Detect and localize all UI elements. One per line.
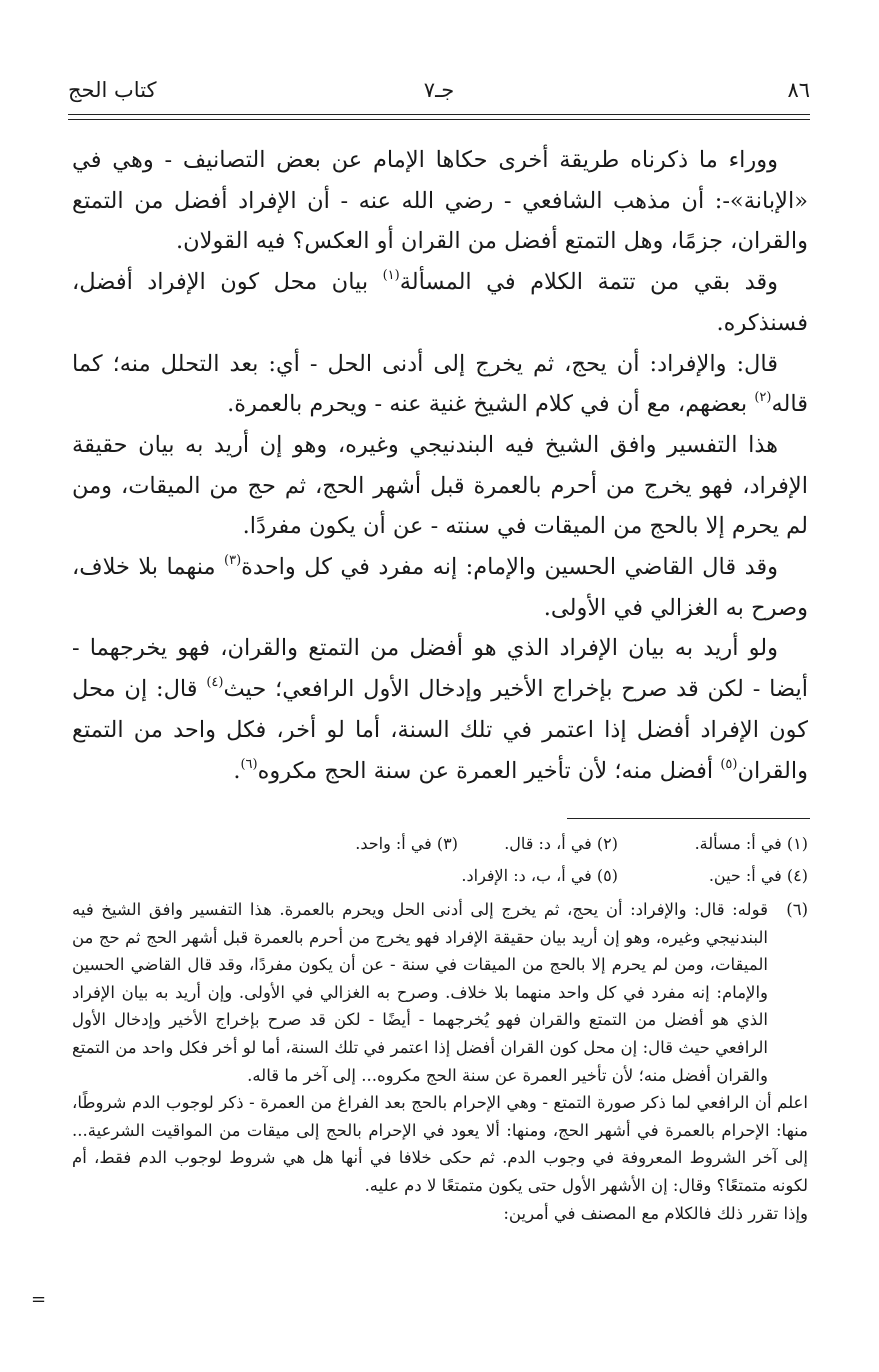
header-rule-thick [68,114,810,115]
paragraph: قال: والإفراد: أن يحج، ثم يخرج إلى أدنى الحل - أي: بعد التحلل منه؛ كما قاله$^{(٢)}$ بعضهم، مع أن في كلام الشيخ غنية عنه - ويحرم بالعمرة. [72,350,808,418]
footnote-item: (٥) في أ، ب، د: الإفراد. [461,866,618,885]
footnote-row [72,866,808,892]
footnote-long [72,896,808,1227]
footnote-paragraph: وإذا تقرر ذلك فالكلام مع المصنف في أمرين: [503,1203,808,1223]
paragraph: وقد بقي من تتمة الكلام في المسألة$^{(١)}$ بيان محل كون الإفراد أفضل، فسنذكره. [72,268,808,336]
footnote-ref: (٢) [754,390,772,406]
footnote-number: (٦) [786,900,808,919]
footnote-body [72,896,808,1227]
footnote-paragraph: قوله: قال: والإفراد: أن يحج، ثم يخرج إلى أدنى الحل ويحرم بالعمرة. هذا التفسير وافق الشيخ فيه البندنيجي وغيره، وهو إن أريد بيان حقيقة الإفراد فهو يخرج من أحرم بالعمرة قبل أشهر الحج ثم حج من الميقات، ومن لم يحرم إلا بالحج من الميقات في سنة - عن أن يكون مفردًا، وقد قال القاضي الحسين والإمام: إنه مفرد في كل واحد منهما بلا خلاف. وصرح به الغزالي في الأولى. وإن أريد به بيان الإفراد الذي هو أفضل من التمتع والقران فهو يُخرجهما - أيضًا - لكن قد صرح بإخراج الأخير وإدخال الأول الرافعي حيث قال: إن محل كون القران أفضل إذا اعتمر في تلك السنة، أما لو أخر فكل واحد من التمتع والقران أفضل منه؛ لأن تأخير العمرة عن سنة الحج مكروه... إلى آخر ما قاله. [72,900,768,1085]
footnote-item: (٢) في أ، د: قال. [504,834,618,853]
page-number: ٨٦ [787,78,810,102]
footnote-row [72,834,808,860]
footnote-paragraph: اعلم أن الرافعي لما ذكر صورة التمتع - وهي الإحرام بالحج بعد الفراغ من العمرة - ذكر لوجوب الدم شروطًا، منها: الإحرام بالعمرة في أشهر الحج، ومنها: ألا يعود في الإحرام بالحج إلى ميقات من المواقيت الشرعية... إلى آخر الشروط المعروفة في وجوب الدم. ثم حكى خلافا في أنها هل هي شروط لوجوب الدم فقط، أم لكونه متمتعًا؟ وقال: إن الأشهر الأول حتى يكون متمتعًا لا دم عليه. [72,1093,808,1195]
paragraph: وقد قال القاضي الحسين والإمام: إنه مفرد في كل واحدة$^{(٣)}$ منهما بلا خلاف، وصرح به الغزالي في الأولى. [72,553,808,621]
main-text [72,140,808,791]
header-rule-thin [68,119,810,120]
footnote-ref: (٤) [206,675,224,691]
margin-mark: = [31,1289,47,1310]
book-title: كتاب الحج [68,78,157,102]
footnote-item: (٣) في أ: واحد. [355,834,458,853]
running-header [68,76,810,112]
footnote-ref: (٥) [720,756,738,772]
footnote-ref: (٣) [224,553,242,569]
paragraph: هذا التفسير وافق الشيخ فيه البندنيجي وغيره، وهو إن أريد به بيان حقيقة الإفراد، فهو يخرج من أحرم بالعمرة قبل أشهر الحج، ثم حج من الميقات، ومن لم يحرم إلا بالحج من الميقات في سنته - عن أن يكون مفردًا. [72,431,808,540]
paragraph: ووراء ما ذكرناه طريقة أخرى حكاها الإمام عن بعض التصانيف - وهي في «الإبانة»-: أن مذهب الشافعي - رضي الله عنه - أن الإفراد أفضل من التمتع والقران، جزمًا، وهل التمتع أفضل من القران أو العكس؟ فيه القولان. [72,147,808,255]
paragraph: ولو أريد به بيان الإفراد الذي هو أفضل من التمتع والقران، فهو يخرجهما - أيضا - لكن قد صرح بإخراج الأخير وإدخال الأول الرافعي؛ حيث$^{(٤)}$ قال: إن محل كون الإفراد أفضل إذا اعتمر في تلك السنة، أما لو أخر، فكل واحد من التمتع والقران$^{(٥)}$ أفضل منه؛ لأن تأخير العمرة عن سنة الحج مكروه$^{(٦)}$. [72,635,808,784]
volume-label: جـ٧ [423,78,455,102]
footnote-separator [567,818,810,819]
footnote-ref: (٦) [240,756,258,772]
footnote-item: (٤) في أ: حين. [708,866,808,885]
footnote-ref: (١) [382,268,400,284]
footnote-item: (١) في أ: مسألة. [694,834,808,853]
